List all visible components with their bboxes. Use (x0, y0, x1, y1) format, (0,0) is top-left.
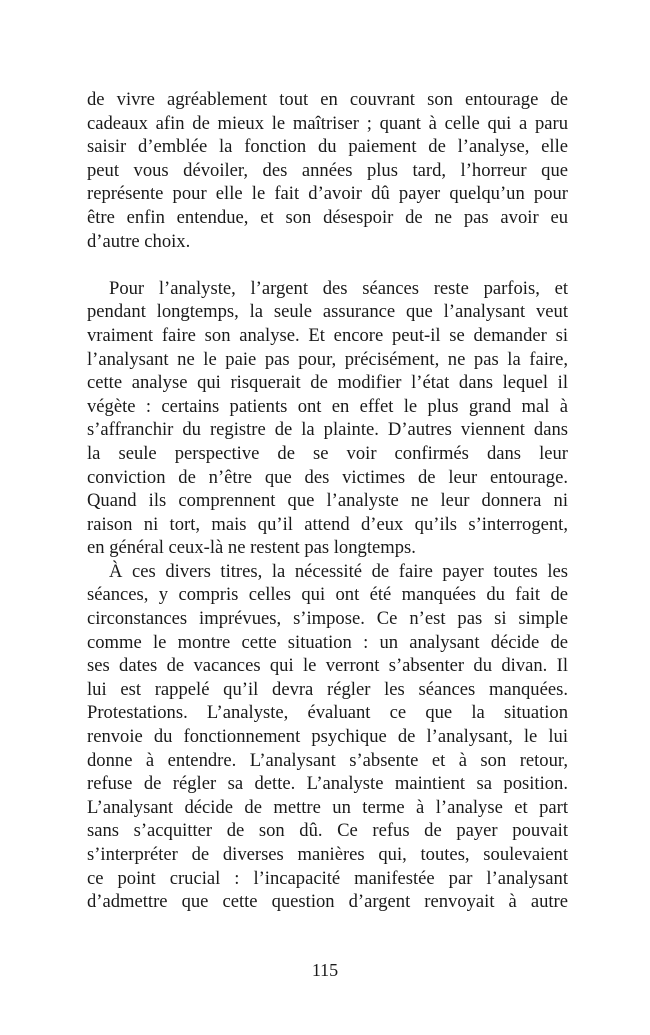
text-line: être enfin entendue, et son désespoir de ne pas avoir eu (87, 206, 568, 228)
text-line: l’analysant ne le paie pas pour, précisément, ne pas la faire, (87, 348, 568, 370)
text-line: ce point crucial : l’incapacité manifestée par l’analysant (87, 867, 568, 889)
text-line: donne à entendre. L’analysant s’absente et à son retour, (87, 749, 568, 771)
text-line: pendant longtemps, la seule assurance que l’analysant veut (87, 301, 568, 323)
text-line: raison ni tort, mais qu’il attend d’eux qu’ils s’interrogent, (87, 513, 568, 535)
text-line: À ces divers titres, la nécessité de faire payer toutes les (109, 560, 568, 582)
text-line: végète : certains patients ont en effet le plus grand mal à (87, 395, 568, 417)
text-line: comme le montre cette situation : un analysant décide de (87, 631, 568, 653)
page-number: 115 (311, 960, 339, 980)
text-line: de vivre agréablement tout en couvrant son entourage de (87, 89, 568, 110)
text-line: s’interpréter de diverses manières qui, toutes, soulevaient (87, 844, 568, 865)
paragraph-1 (87, 88, 568, 253)
text-line: ses dates de vacances qui le verront s’absenter du divan. Il (87, 655, 568, 677)
text-line: séances, y compris celles qui ont été manquées du fait de (87, 584, 568, 606)
text-line: L’analysant décide de mettre un terme à l’analyse et part (87, 796, 568, 818)
text-line: la seule perspective de se voir confirmés dans leur (87, 442, 568, 464)
text-line: circonstances imprévues, s’impose. Ce n’est pas si simple (87, 608, 568, 630)
text-line: en général ceux-là ne restent pas longtemps. (87, 537, 416, 559)
text-line: d’admettre que cette question d’argent renvoyait à autre (87, 891, 568, 913)
page-text (87, 88, 568, 914)
text-line: conviction de n’être que des victimes de leur entourage. (87, 466, 568, 488)
text-line: refuse de régler sa dette. L’analyste maintient sa position. (87, 773, 568, 795)
text-line: vraiment faire son analyse. Et encore peut-il se demander si (87, 324, 568, 346)
text-line: peut vous dévoiler, des années plus tard, l’horreur que (87, 159, 568, 181)
paragraph-2 (87, 277, 568, 560)
text-line: renvoie du fonctionnement psychique de l’analysant, le lui (87, 726, 568, 748)
paragraph-3 (87, 560, 568, 914)
text-line: saisir d’emblée la fonction du paiement de l’analyse, elle (87, 136, 568, 158)
text-line: s’affranchir du registre de la plainte. D’autres viennent dans (87, 419, 568, 441)
text-line: représente pour elle le fait d’avoir dû payer quelqu’un pour (87, 183, 568, 205)
text-line: sans s’acquitter de son dû. Ce refus de payer pouvait (87, 820, 568, 842)
text-line: cadeaux afin de mieux le maîtriser ; quant à celle qui a paru (87, 112, 568, 134)
text-line: Protestations. L’analyste, évaluant ce que la situation (87, 702, 568, 724)
text-line: lui est rappelé qu’il devra régler les séances manquées. (87, 678, 568, 700)
text-line: Pour l’analyste, l’argent des séances reste parfois, et (109, 277, 568, 299)
text-line: d’autre choix. (87, 230, 191, 252)
text-line: cette analyse qui risquerait de modifier l’état dans lequel il (87, 372, 568, 394)
text-line: Quand ils comprennent que l’analyste ne leur donnera ni (87, 490, 568, 512)
paragraph-gap (87, 253, 568, 277)
